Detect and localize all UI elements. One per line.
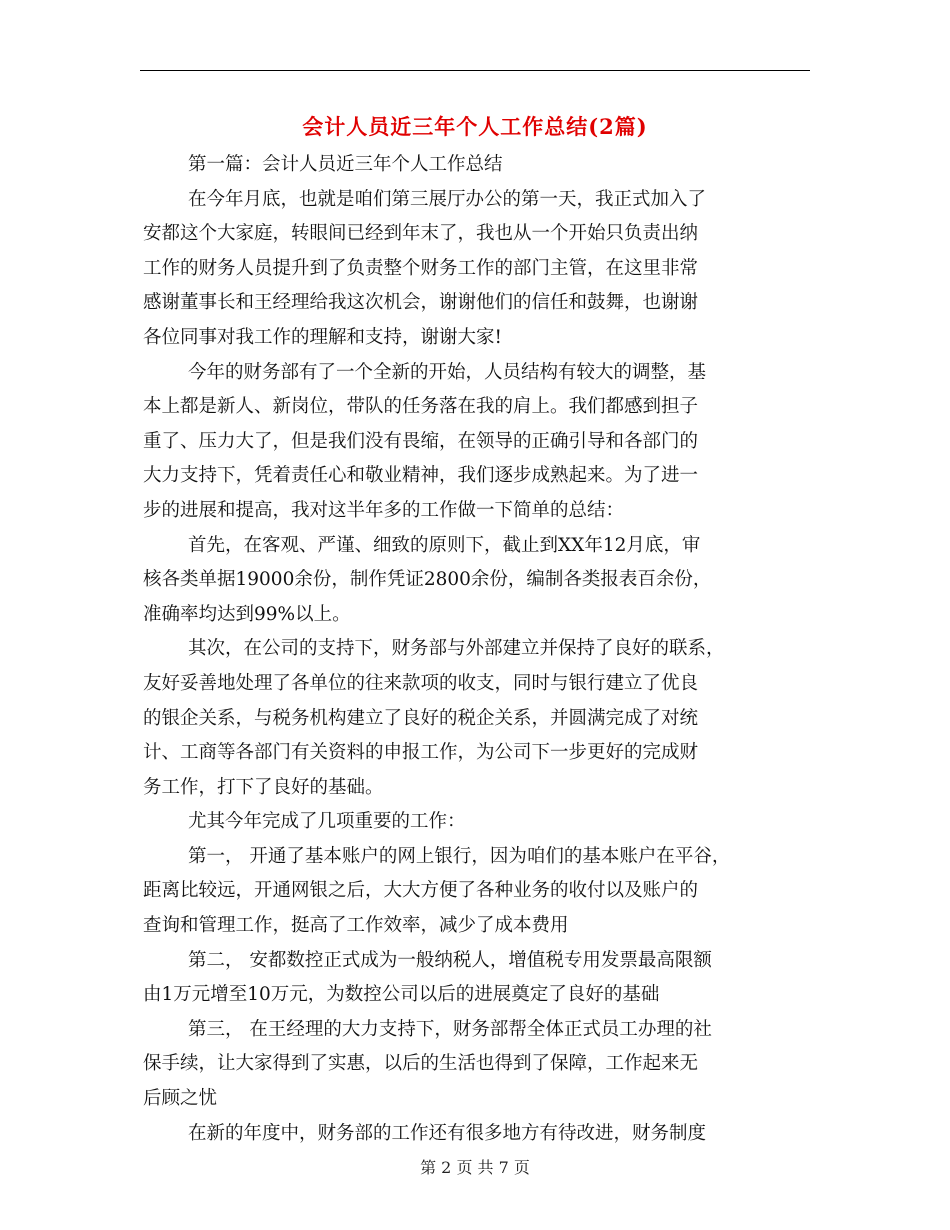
text-line: 第三， 在王经理的大力支持下，财务部帮全体正式员工办理的社 [188,1018,712,1040]
text-line: 务工作，打下了良好的基础。 [143,776,384,798]
text-line: 尤其今年完成了几项重要的工作： [188,811,466,833]
text-line: 首先，在客观、严谨、细致的原则下，截止到XX年12月底，审 [188,534,701,556]
text-line: 由1万元增至10万元，为数控公司以后的进展奠定了良好的基础 [143,984,660,1006]
text-line: 第二， 安都数控正式成为一般纳税人，增值税专用发票最高限额 [188,949,712,971]
text-line: 保手续，让大家得到了实惠，以后的生活也得到了保障，工作起来无 [143,1053,699,1075]
text-line: 重了、压力大了，但是我们没有畏缩，在领导的正确引导和各部门的 [143,430,699,452]
text-line: 第一篇：会计人员近三年个人工作总结 [188,154,503,175]
text-line: 工作的财务人员提升到了负责整个财务工作的部门主管，在这里非常 [143,257,699,279]
text-line: 查询和管理工作，挺高了工作效率，减少了成本费用 [143,915,569,937]
text-line: 各位同事对我工作的理解和支持，谢谢大家! [143,326,502,348]
header-rule [140,70,810,71]
text-line: 感谢董事长和王经理给我这次机会，谢谢他们的信任和鼓舞，也谢谢 [143,292,699,314]
text-line: 准确率均达到99%以上。 [143,603,351,625]
page-number: 第 2 页 共 7 页 [420,1158,530,1177]
document-body [143,148,817,1151]
text-line: 第一， 开通了基本账户的网上银行，因为咱们的基本账户在平谷， [188,845,731,867]
text-line: 计、工商等各部门有关资料的申报工作，为公司下一步更好的完成财 [143,742,699,764]
text-line: 其次，在公司的支持下，财务部与外部建立并保持了良好的联系， [188,638,725,660]
text-line: 距离比较远，开通网银之后，大大方便了各种业务的收付以及账户的 [143,880,699,902]
text-line: 今年的财务部有了一个全新的开始，人员结构有较大的调整，基 [188,361,707,383]
text-line: 安都这个大家庭，转眼间已经到年末了，我也从一个开始只负责出纳 [143,223,699,245]
document-title: 会计人员近三年个人工作总结(2篇) [302,114,648,139]
text-line: 的银企关系，与税务机构建立了良好的税企关系，并圆满完成了对统 [143,707,699,729]
text-line: 在今年月底，也就是咱们第三展厅办公的第一天，我正式加入了 [188,188,707,210]
text-line: 本上都是新人、新岗位，带队的任务落在我的肩上。我们都感到担子 [143,396,699,418]
text-line: 大力支持下，凭着责任心和敬业精神，我们逐步成熟起来。为了进一 [143,465,699,487]
text-line: 后顾之忧 [143,1088,218,1110]
text-line: 在新的年度中，财务部的工作还有很多地方有待改进，财务制度 [188,1122,707,1144]
text-line: 核各类单据19000余份，制作凭证2800余份，编制各类报表百余份， [143,569,712,591]
text-line: 步的进展和提高，我对这半年多的工作做一下简单的总结： [143,499,625,521]
text-line: 友好妥善地处理了各单位的往来款项的收支，同时与银行建立了优良 [143,672,699,694]
